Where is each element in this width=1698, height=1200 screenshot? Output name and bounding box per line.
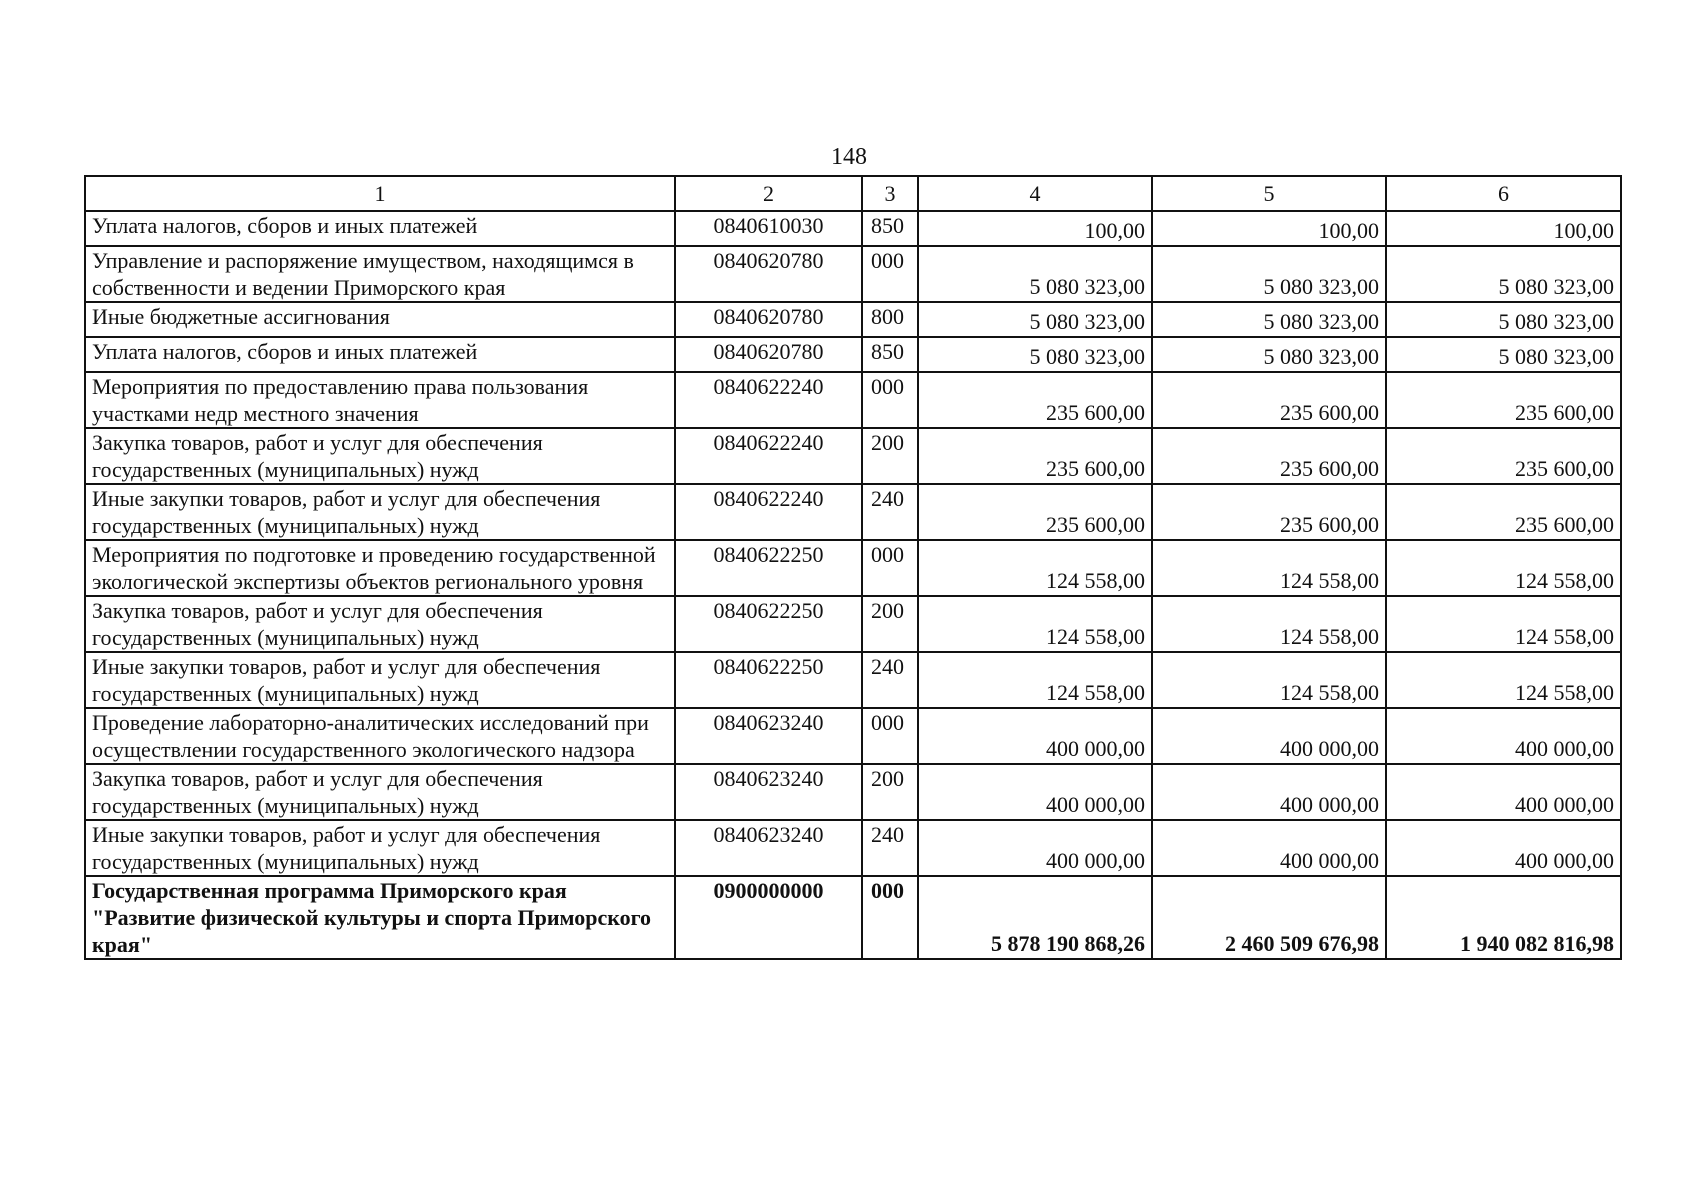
row-amount-col5-cell: 400 000,00	[1152, 708, 1386, 764]
row-name-cell: Государственная программа Приморского края "Развитие физической культуры и спорта Приморского края"	[85, 876, 675, 959]
row-code-cell: 0840620780	[675, 337, 862, 372]
row-expense-type-cell: 000	[862, 708, 918, 764]
row-name-cell: Закупка товаров, работ и услуг для обеспечения государственных (муниципальных) нужд	[85, 764, 675, 820]
row-amount-col5-cell: 5 080 323,00	[1152, 302, 1386, 337]
page-number: 148	[831, 144, 867, 170]
table-header-row	[85, 176, 1621, 211]
table-row	[85, 596, 1621, 652]
table-row	[85, 764, 1621, 820]
row-amount-col6-cell: 5 080 323,00	[1386, 246, 1621, 302]
table-row	[85, 211, 1621, 246]
row-amount-col4-cell: 100,00	[918, 211, 1152, 246]
row-code-cell: 0840623240	[675, 820, 862, 876]
row-amount-col6-cell: 1 940 082 816,98	[1386, 876, 1621, 959]
row-amount-col4-cell: 235 600,00	[918, 372, 1152, 428]
row-amount-col4-cell: 400 000,00	[918, 764, 1152, 820]
row-code-cell: 0840620780	[675, 246, 862, 302]
row-amount-col5-cell: 124 558,00	[1152, 540, 1386, 596]
table-body	[85, 211, 1621, 959]
row-name-cell: Уплата налогов, сборов и иных платежей	[85, 337, 675, 372]
row-name-cell: Закупка товаров, работ и услуг для обеспечения государственных (муниципальных) нужд	[85, 596, 675, 652]
row-amount-col4-cell: 400 000,00	[918, 820, 1152, 876]
row-code-cell: 0840623240	[675, 764, 862, 820]
table-row	[85, 540, 1621, 596]
row-code-cell: 0840610030	[675, 211, 862, 246]
row-amount-col6-cell: 124 558,00	[1386, 596, 1621, 652]
row-expense-type-cell: 850	[862, 337, 918, 372]
row-code-cell: 0840622250	[675, 652, 862, 708]
row-name-cell: Проведение лабораторно-аналитических исследований при осуществлении государственного экологического надзора	[85, 708, 675, 764]
row-amount-col6-cell: 235 600,00	[1386, 372, 1621, 428]
row-amount-col5-cell: 400 000,00	[1152, 764, 1386, 820]
table-row	[85, 428, 1621, 484]
row-name-cell: Мероприятия по предоставлению права пользования участками недр местного значения	[85, 372, 675, 428]
row-code-cell: 0840622250	[675, 540, 862, 596]
row-amount-col6-cell: 400 000,00	[1386, 820, 1621, 876]
column-header-4: 4	[918, 176, 1152, 211]
table-row	[85, 246, 1621, 302]
row-code-cell: 0840620780	[675, 302, 862, 337]
row-code-cell: 0840622240	[675, 372, 862, 428]
row-amount-col6-cell: 5 080 323,00	[1386, 302, 1621, 337]
column-header-6: 6	[1386, 176, 1621, 211]
row-amount-col5-cell: 124 558,00	[1152, 652, 1386, 708]
row-amount-col5-cell: 400 000,00	[1152, 820, 1386, 876]
table-row	[85, 372, 1621, 428]
row-amount-col5-cell: 5 080 323,00	[1152, 246, 1386, 302]
row-name-cell: Мероприятия по подготовке и проведению государственной экологической экспертизы объектов регионального уровня	[85, 540, 675, 596]
row-expense-type-cell: 200	[862, 596, 918, 652]
row-code-cell: 0840623240	[675, 708, 862, 764]
row-amount-col4-cell: 124 558,00	[918, 652, 1152, 708]
row-amount-col4-cell: 5 080 323,00	[918, 337, 1152, 372]
row-amount-col5-cell: 2 460 509 676,98	[1152, 876, 1386, 959]
table-row	[85, 876, 1621, 959]
row-expense-type-cell: 000	[862, 246, 918, 302]
row-expense-type-cell: 200	[862, 428, 918, 484]
table-row	[85, 708, 1621, 764]
table-row	[85, 820, 1621, 876]
row-expense-type-cell: 000	[862, 876, 918, 959]
table-row	[85, 337, 1621, 372]
row-amount-col4-cell: 235 600,00	[918, 484, 1152, 540]
column-header-3: 3	[862, 176, 918, 211]
row-expense-type-cell: 000	[862, 372, 918, 428]
row-code-cell: 0840622240	[675, 428, 862, 484]
row-amount-col5-cell: 235 600,00	[1152, 372, 1386, 428]
row-name-cell: Иные бюджетные ассигнования	[85, 302, 675, 337]
row-amount-col5-cell: 235 600,00	[1152, 428, 1386, 484]
table-row	[85, 302, 1621, 337]
column-header-2: 2	[675, 176, 862, 211]
row-name-cell: Управление и распоряжение имуществом, находящимся в собственности и ведении Приморского края	[85, 246, 675, 302]
row-amount-col4-cell: 5 878 190 868,26	[918, 876, 1152, 959]
row-amount-col6-cell: 124 558,00	[1386, 540, 1621, 596]
row-name-cell: Иные закупки товаров, работ и услуг для обеспечения государственных (муниципальных) нужд	[85, 652, 675, 708]
row-expense-type-cell: 800	[862, 302, 918, 337]
table-row	[85, 484, 1621, 540]
row-amount-col4-cell: 5 080 323,00	[918, 302, 1152, 337]
row-code-cell: 0840622250	[675, 596, 862, 652]
row-name-cell: Иные закупки товаров, работ и услуг для обеспечения государственных (муниципальных) нужд	[85, 484, 675, 540]
row-amount-col6-cell: 400 000,00	[1386, 764, 1621, 820]
row-code-cell: 0840622240	[675, 484, 862, 540]
row-amount-col5-cell: 124 558,00	[1152, 596, 1386, 652]
row-name-cell: Уплата налогов, сборов и иных платежей	[85, 211, 675, 246]
column-header-1: 1	[85, 176, 675, 211]
row-amount-col4-cell: 235 600,00	[918, 428, 1152, 484]
row-amount-col4-cell: 5 080 323,00	[918, 246, 1152, 302]
row-amount-col6-cell: 400 000,00	[1386, 708, 1621, 764]
row-code-cell: 0900000000	[675, 876, 862, 959]
row-expense-type-cell: 240	[862, 484, 918, 540]
row-name-cell: Иные закупки товаров, работ и услуг для обеспечения государственных (муниципальных) нужд	[85, 820, 675, 876]
row-expense-type-cell: 200	[862, 764, 918, 820]
row-amount-col6-cell: 5 080 323,00	[1386, 337, 1621, 372]
row-amount-col6-cell: 235 600,00	[1386, 484, 1621, 540]
row-amount-col6-cell: 124 558,00	[1386, 652, 1621, 708]
row-expense-type-cell: 240	[862, 652, 918, 708]
budget-table	[84, 175, 1622, 960]
row-amount-col5-cell: 5 080 323,00	[1152, 337, 1386, 372]
row-amount-col5-cell: 100,00	[1152, 211, 1386, 246]
row-expense-type-cell: 000	[862, 540, 918, 596]
row-name-cell: Закупка товаров, работ и услуг для обеспечения государственных (муниципальных) нужд	[85, 428, 675, 484]
row-amount-col4-cell: 400 000,00	[918, 708, 1152, 764]
row-expense-type-cell: 850	[862, 211, 918, 246]
row-amount-col6-cell: 100,00	[1386, 211, 1621, 246]
column-header-5: 5	[1152, 176, 1386, 211]
table-row	[85, 652, 1621, 708]
row-amount-col6-cell: 235 600,00	[1386, 428, 1621, 484]
row-expense-type-cell: 240	[862, 820, 918, 876]
row-amount-col5-cell: 235 600,00	[1152, 484, 1386, 540]
row-amount-col4-cell: 124 558,00	[918, 540, 1152, 596]
row-amount-col4-cell: 124 558,00	[918, 596, 1152, 652]
